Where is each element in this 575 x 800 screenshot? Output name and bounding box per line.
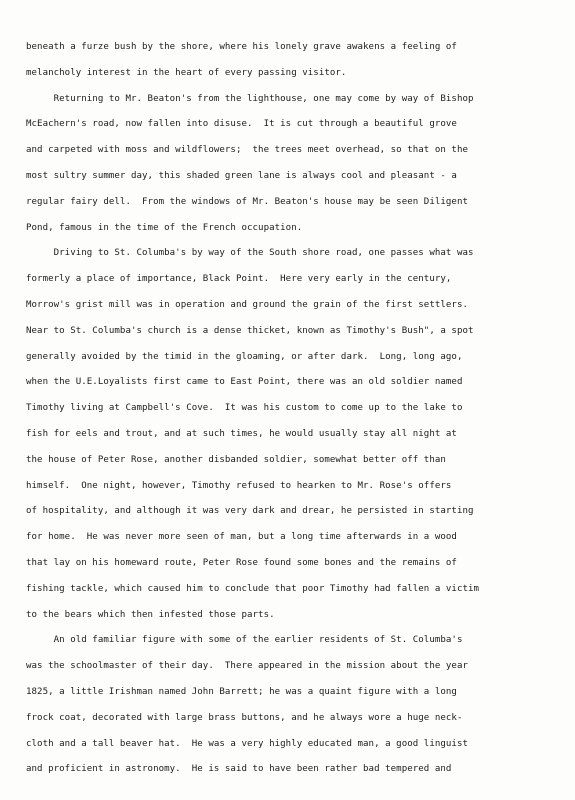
- text-line: frock coat, decorated with large brass buttons, and he always wore a huge neck-: [26, 712, 463, 723]
- text-line: melancholy interest in the heart of every passing visitor.: [26, 67, 347, 78]
- text-line: Pond, famous in the time of the French occupation.: [26, 222, 303, 233]
- paragraph-2: [26, 87, 556, 242]
- text-line: generally avoided by the timid in the gloaming, or after dark. Long, long ago,: [26, 351, 463, 362]
- text-line: when the U.E.Loyalists first came to East Point, there was an old soldier named: [26, 377, 463, 388]
- text-line: fish for eels and trout, and at such times, he would usually stay all night at: [26, 428, 457, 439]
- text-line: beneath a furze bush by the shore, where his lonely grave awakens a feeling of: [26, 42, 457, 52]
- text-line: formerly a place of importance, Black Point. Here very early in the century,: [26, 274, 452, 285]
- text-line: to the bears which then infested those parts.: [26, 609, 275, 620]
- text-line: An old familiar figure with some of the earlier residents of St. Columba's: [26, 635, 463, 646]
- text-line: Returning to Mr. Beaton's from the lighthouse, one may come by way of Bishop: [26, 93, 474, 104]
- paragraph-3: [26, 241, 556, 628]
- text-line: 1825, a little Irishman named John Barrett; he was a quaint figure with a long: [26, 686, 457, 697]
- text-line: Driving to St. Columba's by way of the South shore road, one passes what was: [26, 248, 474, 259]
- text-line: the house of Peter Rose, another disbanded soldier, somewhat better off than: [26, 454, 446, 465]
- text-line: that lay on his homeward route, Peter Rose found some bones and the remains of: [26, 557, 457, 568]
- text-line: of hospitality, and although it was very dark and drear, he persisted in starting: [26, 506, 474, 517]
- text-line: McEachern's road, now fallen into disuse. It is cut through a beautiful grove: [26, 119, 457, 130]
- text-line: Morrow's grist mill was in operation and ground the grain of the first settlers.: [26, 299, 468, 310]
- document-body: [26, 35, 556, 783]
- text-line: cloth and a tall beaver hat. He was a very highly educated man, a good linguist: [26, 738, 468, 749]
- text-line: regular fairy dell. From the windows of Mr. Beaton's house may be seen Diligent: [26, 196, 468, 207]
- text-line: for home. He was never more seen of man, but a long time afterwards in a wood: [26, 532, 457, 543]
- paragraph-4: [26, 628, 556, 783]
- text-line: fishing tackle, which caused him to conclude that poor Timothy had fallen a victim: [26, 583, 480, 594]
- text-line: Timothy living at Campbell's Cove. It was his custom to come up to the lake to: [26, 403, 463, 414]
- text-line: most sultry summer day, this shaded green lane is always cool and pleasant - a: [26, 170, 457, 181]
- text-line: himself. One night, however, Timothy refused to hearken to Mr. Rose's offers: [26, 480, 452, 491]
- paragraph-1: [26, 35, 556, 87]
- text-line: Near to St. Columba's church is a dense thicket, known as Timothy's Bush", a spot: [26, 325, 474, 336]
- text-line: was the schoolmaster of their day. There appeared in the mission about the year: [26, 661, 468, 672]
- text-line: and carpeted with moss and wildflowers; the trees meet overhead, so that on the: [26, 145, 468, 156]
- text-line: and proficient in astronomy. He is said to have been rather bad tempered and: [26, 764, 452, 775]
